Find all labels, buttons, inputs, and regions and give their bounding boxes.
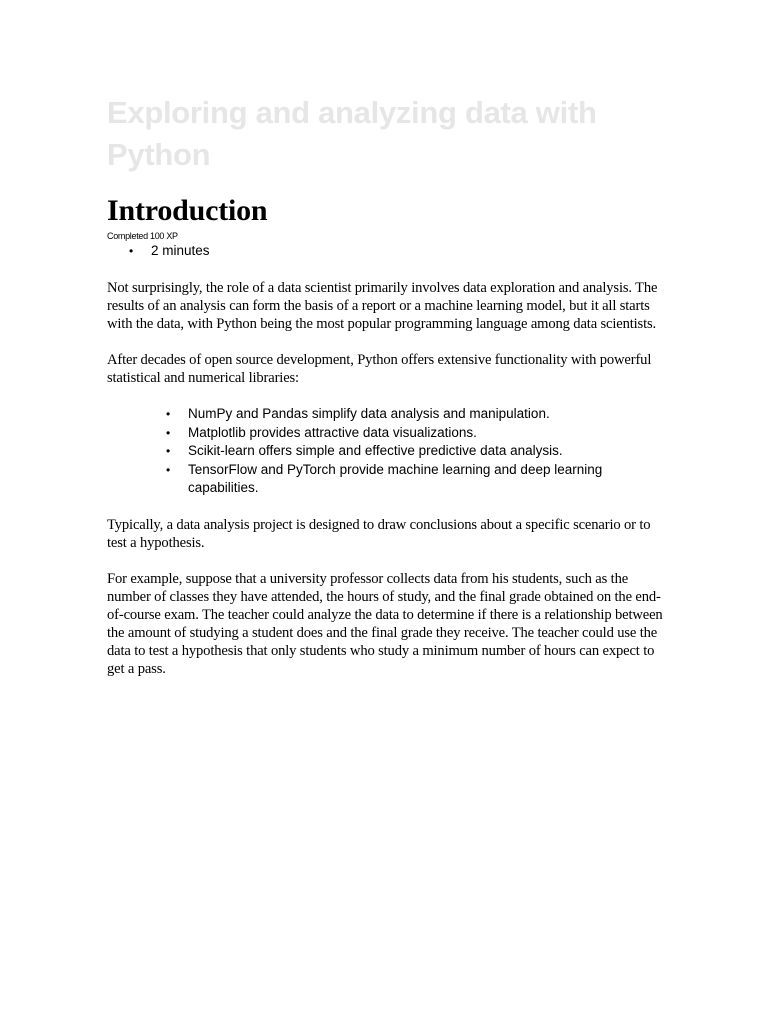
section-heading: Introduction (107, 194, 268, 227)
completion-meta: Completed 100 XP (107, 231, 178, 241)
document-page (107, 92, 667, 678)
list-item: • NumPy and Pandas simplify data analysis and manipulation. (166, 405, 626, 424)
list-item: • Matplotlib provides attractive data visualizations. (166, 424, 626, 443)
list-item: • TensorFlow and PyTorch provide machine learning and deep learning capabilities. (166, 461, 626, 498)
paragraph-example: For example, suppose that a university professor collects data from his students, such as the number of classes they have attended, the hours of study, and the final grade obtained on the end-of-course exam. The teacher could analyze the data to determine if there is a relationship between the amount of studying a student does and the final grade they receive. The teacher could use the data to test a hypothesis that only students who study a minimum number of hours can expect to get a pass. (107, 570, 663, 677)
duration-item: • 2 minutes (129, 242, 667, 260)
paragraph-intro: Not surprisingly, the role of a data scientist primarily involves data exploration and analysis. The results of an analysis can form the basis of a report or a machine learning model, but it all starts with the data, with Python being the most popular programming language among data scientists. (107, 280, 658, 332)
paragraph-project: Typically, a data analysis project is designed to draw conclusions about a specific scenario or to test a hypothesis. (107, 516, 651, 551)
document-title: Exploring and analyzing data with Python (107, 95, 597, 172)
duration-list (107, 242, 667, 260)
paragraph-libraries-intro: After decades of open source development, Python offers extensive functionality with powerful statistical and numerical libraries: (107, 352, 652, 386)
list-item: • Scikit-learn offers simple and effective predictive data analysis. (166, 442, 626, 461)
libraries-list (107, 405, 626, 498)
